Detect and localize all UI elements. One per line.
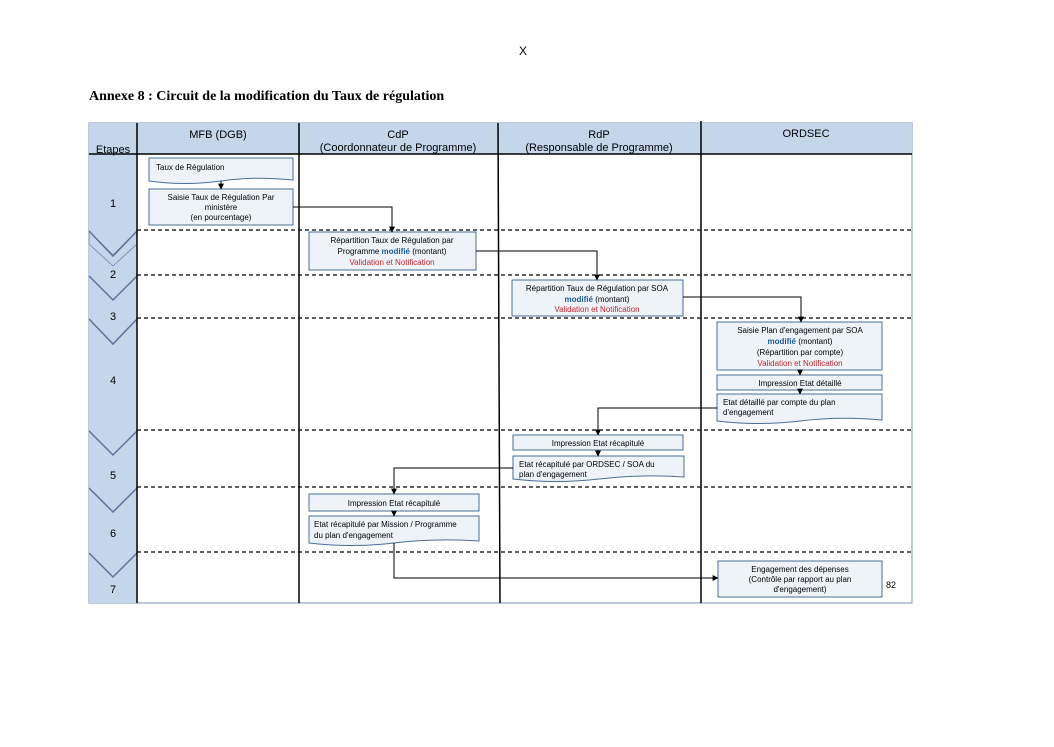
text-etat-recap-cdp: Etat récapitulé par Mission / Programme	[314, 520, 457, 529]
text-validation-notification: Validation et Notification	[349, 258, 435, 267]
text-etat-detaille: Etat détaillé par compte du plan	[723, 398, 836, 407]
text-etat-recap-rdp: plan d'engagement	[519, 470, 587, 479]
text-saisie-plan: modifié (montant)	[767, 337, 833, 346]
text-repartition-soa: modifié (montant)	[564, 295, 630, 304]
text-impression-detaille: Impression Etat détaillé	[758, 379, 842, 388]
step-number: 3	[109, 311, 117, 323]
step-number: 7	[109, 584, 117, 596]
page-number: 82	[886, 580, 897, 590]
header-etapes: Etapes	[95, 144, 131, 156]
text-engagement: Engagement des dépenses	[751, 565, 849, 574]
step-number: 5	[109, 470, 117, 482]
header-ordsec: ORDSEC	[782, 128, 830, 140]
text-saisie-plan: (Répartition par compte)	[756, 348, 844, 357]
header-rdp-sub: (Responsable de Programme)	[525, 142, 673, 154]
text-saisie-taux: (en pourcentage)	[190, 213, 252, 222]
text-engagement: (Contrôle par rapport au plan	[748, 575, 852, 584]
text-engagement: d'engagement)	[773, 585, 827, 594]
text-impression-recap-rdp: Impression Etat récapitulé	[551, 439, 645, 448]
step-number: 1	[109, 198, 117, 210]
text-saisie-plan: Saisie Plan d'engagement par SOA	[737, 326, 863, 335]
text-repartition-soa: Répartition Taux de Régulation par SOA	[525, 284, 669, 293]
header-mfb: MFB (DGB)	[189, 129, 247, 141]
header-rdp: RdP	[588, 129, 610, 141]
text-etat-recap-rdp: Etat récapitulé par ORDSEC / SOA du	[519, 460, 655, 469]
step-number: 4	[109, 375, 117, 387]
header-cdp: CdP	[387, 129, 409, 141]
text-etat-detaille: d'engagement	[723, 408, 774, 417]
text-taux-regulation: Taux de Régulation	[156, 163, 225, 172]
header-cdp-sub: (Coordonnateur de Programme)	[319, 142, 477, 154]
text-impression-recap-cdp: Impression Etat récapitulé	[347, 499, 441, 508]
text-repartition-programme: Programme modifié (montant)	[337, 247, 447, 256]
text-etat-recap-cdp: du plan d'engagement	[314, 531, 393, 540]
step-number: 6	[109, 528, 117, 540]
text-validation-notification: Validation et Notification	[554, 305, 640, 314]
annex-title: Annexe 8 : Circuit de la modification du Taux de régulation	[89, 89, 445, 104]
text-saisie-taux: Saisie Taux de Régulation Par	[167, 193, 275, 202]
text-saisie-taux: ministère	[204, 203, 238, 212]
text-validation-notification: Validation et Notification	[757, 359, 843, 368]
text-repartition-programme: Répartition Taux de Régulation par	[330, 236, 454, 245]
step-number: 2	[109, 269, 117, 281]
page-top-mark: X	[519, 44, 528, 58]
